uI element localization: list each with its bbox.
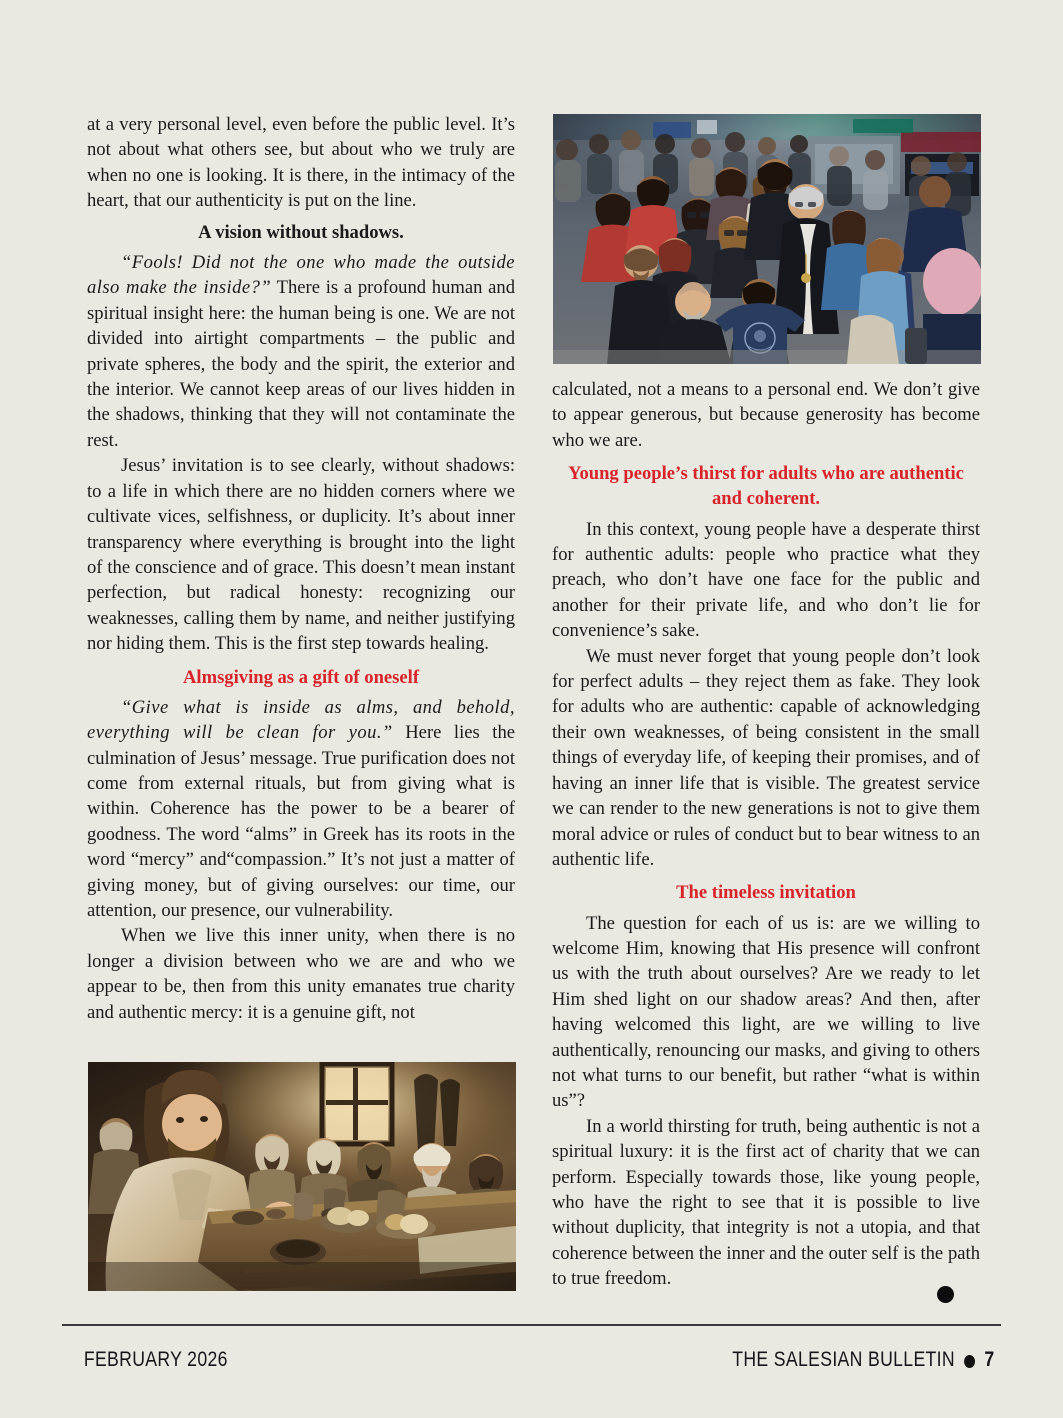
- subheading-the-timeless-invitation: The timeless invitation: [676, 882, 856, 904]
- subheading-almsgiving-as-a-gift-of-oneself: Almsgiving as a gift of oneself: [182, 666, 420, 688]
- supper-illustration-canvas: [88, 1062, 516, 1291]
- footer-issue-date: FEBRUARY 2026: [83, 1348, 228, 1371]
- right-column: [552, 377, 980, 1308]
- subheading-young-peoples-thirst: Young people’s thirst for adults who are authentic and coherent.: [568, 463, 964, 510]
- pull-quote-give-what-is-inside: “Give what is inside as alms, and behold, everything will be clean for you.”: [87, 696, 515, 744]
- page-footer: [62, 1340, 1001, 1380]
- footer-publication-block: [732, 1348, 1001, 1372]
- paragraph-fools-quote: [87, 250, 515, 453]
- bullet-dot-icon: [964, 1355, 975, 1368]
- jesus-at-table-illustration: [88, 1062, 516, 1291]
- footer-page-number: 7: [984, 1348, 995, 1371]
- paragraph-give-what-is-inside-text: Here lies the culmination of Jesus’ message. True purification does not come from external rituals, but from giving what is within. Coherence has the power to be a bearer of goodness. The word “alms” in Greek has its roots in the word “mercy” and“compassion.” It’s not just a matter of giving money, but of giving ourselves: our time, our attention, our presence, our vulnerability.: [87, 722, 515, 921]
- footer-publication-title: THE SALESIAN BULLETIN: [731, 1348, 955, 1371]
- paragraph-fools-quote-text: There is a profound human and spiritual insight here: the human being is one. We are not divided into airtight compartments – the public and private spheres, the body and the spirit, the exterior and the interior. We cannot keep areas of our lives hidden in the shadows, thinking that they will not contaminate the rest.: [87, 277, 515, 451]
- pull-quote-fools: “Fools! Did not the one who made the outside also make the inside?”: [87, 252, 515, 299]
- paragraph-give-what-is-inside: [87, 695, 515, 924]
- paragraph-in-this-context: In this context, young people have a desperate thirst for authentic adults: people who practice what they preach, who don’t have one face for the public and another for their private life, and who don’t lie for convenience’s sake.: [552, 518, 980, 642]
- paragraph-in-a-world-thirsting: In a world thirsting for truth, being authentic is not a spiritual luxury: it is the first act of charity that we can perform. Especially towards those, like young people, who have the right to see that it is possible to live without duplicity, that integrity is not a utopia, and that coherence between the inner and the outer self is the path to true freedom.: [552, 1115, 980, 1290]
- paragraph-continued-from-previous-page: at a very personal level, even before the public level. It’s not about what others see, but about who we truly are when no one is looking. It is there, in the intimacy of the heart, that our authenticity is put on the line.: [87, 114, 515, 212]
- footer-divider-rule: [62, 1324, 1001, 1326]
- bullet-dot-icon: [937, 1286, 954, 1303]
- paragraph-jesus-invitation: Jesus’ invitation is to see clearly, without shadows: to a life in which there are no hidden corners where we cultivate vices, selfishness, or duplicity. It’s about inner transparency where everything is brought into the light of the conscience and of grace. This doesn’t mean instant perfection, but radical honesty: recognizing our weaknesses, calling them by name, and neither justifying nor hiding them. This is the first step towards healing.: [87, 455, 515, 655]
- paragraph-the-question-for-each-of-us: The question for each of us is: are we willing to welcome Him, knowing that His presence will confront us with the truth about ourselves? Are we ready to let Him shed light on our shadow areas? And then, after having welcomed this light, are we willing to live authentically, renouncing our masks, and giving to others not what turns to our benefit, but rather “what is within us”?: [552, 912, 980, 1112]
- group-photo-canvas: [553, 114, 981, 364]
- left-column: [87, 112, 515, 1025]
- paragraph-inner-unity: When we live this inner unity, when there is no longer a division between who we are and who we appear to be, then from this unity emanates true charity and authentic mercy: it is a genuine gift, not: [87, 925, 515, 1023]
- subheading-a-vision-without-shadows: A vision without shadows.: [198, 221, 404, 243]
- paragraph-we-must-never-forget: We must never forget that young people don’t look for perfect adults – they reject them as fake. They look for adults who are authentic: capable of acknowledging their own weaknesses, of being consistent in the small things of everyday life, of keeping their promises, and of having an inner life that is visible. The greatest service we can render to the new generations is not to give them moral advice or rules of conduct but to bear witness to an authentic life.: [552, 645, 980, 870]
- group-photo-young-people-with-priest: [553, 114, 981, 364]
- paragraph-calculated-not-a-means: calculated, not a means to a personal end. We don’t give to appear generous, but because generosity has become who we are.: [552, 379, 980, 451]
